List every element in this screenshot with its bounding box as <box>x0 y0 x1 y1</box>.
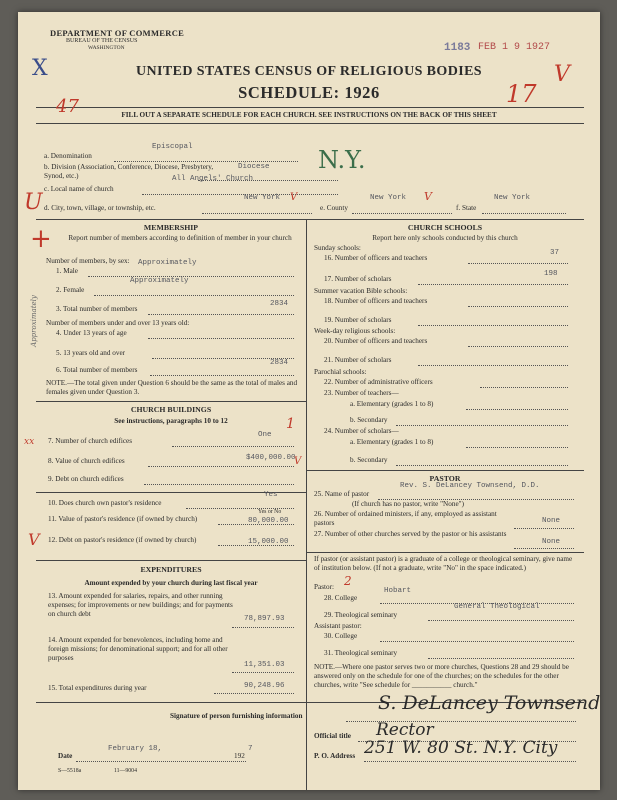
q16-value: 37 <box>550 249 560 257</box>
q27-label-text: 27. Number of other churches served by the pastor or his assistants <box>314 530 507 538</box>
q12-label <box>48 536 218 545</box>
q28-label: 28. College <box>324 594 358 602</box>
q2-value: Approximately <box>130 277 189 285</box>
parochial-label: Parochial schools: <box>314 368 367 376</box>
q23b-label: b. Secondary <box>350 416 388 424</box>
instructions-line: FILL OUT A SEPARATE SCHEDULE FOR EACH CHURCH. SEE INSTRUCTIONS ON THE BACK OF THIS SHEET <box>121 111 497 119</box>
under-over-label: Number of members under and over 13 years old: <box>46 319 190 327</box>
received-stamp-number: 1183 <box>444 42 471 54</box>
department-label: DEPARTMENT OF COMMERCE <box>50 28 185 38</box>
official-title-label: Official title <box>314 732 351 740</box>
signature-value: S. DeLancey Townsend <box>378 692 600 714</box>
q23-label: 23. Number of teachers— <box>324 389 399 397</box>
q24a-label: a. Elementary (grades 1 to 8) <box>350 438 434 446</box>
signature-label: Signature of person furnishing information <box>170 712 303 720</box>
q25-value: Rev. S. DeLancey Townsend, D.D. <box>400 482 540 490</box>
note-17: 17 <box>506 80 537 108</box>
q29-label: 29. Theological seminary <box>324 611 398 619</box>
date-label: Date <box>58 752 73 760</box>
expenditures-heading: EXPENDITURES <box>140 565 202 574</box>
county-check-mark: V <box>424 190 432 203</box>
date-value: February 18, <box>108 745 163 753</box>
bureau-label: BUREAU OF THE CENSUS <box>66 38 138 44</box>
college-note: If pastor (or assistant pastor) is a graduate of a college or theological seminary, give name of institution below. (If not a graduate, write "No" in the space indicated.) <box>314 555 573 572</box>
pastor-mark: 2 <box>344 574 352 588</box>
q27-label <box>314 530 514 539</box>
city-label-field: d. City, town, village, or township, etc. <box>44 204 156 212</box>
q8-check-mark: V <box>294 456 302 467</box>
official-title-value: Rector <box>376 720 434 740</box>
q13-label <box>48 592 236 619</box>
q15-label: 15. Total expenditures during year <box>48 684 147 692</box>
q6-value: 2834 <box>270 359 289 367</box>
buildings-heading: CHURCH BUILDINGS <box>130 405 212 414</box>
address-label: P. O. Address <box>314 752 356 760</box>
margin-u-mark: U <box>24 190 43 215</box>
q15-value: 90,248.96 <box>244 682 285 690</box>
q13-value: 78,897.93 <box>244 615 285 623</box>
q24b-label: b. Secondary <box>350 456 388 464</box>
margin-approx-note: Approximately <box>29 295 38 347</box>
q25-hint: (If church has no pastor, write "None") <box>352 500 464 508</box>
q31-label: 31. Theological seminary <box>324 649 398 657</box>
q11-value: 80,000.00 <box>248 517 289 525</box>
q26-label <box>314 510 510 528</box>
margin-xx-mark: xx <box>24 437 35 447</box>
schedule-title: SCHEDULE: 1926 <box>238 83 380 102</box>
church-name-value: All Angels' Church <box>172 175 254 183</box>
q4-label: 4. Under 13 years of age <box>56 329 127 337</box>
q8-label: 8. Value of church edifices <box>48 457 125 465</box>
expenditures-sub: Amount expended by your church during last fiscal year <box>84 579 258 587</box>
division-label-text: b. Division (Association, Conference, Diocese, Presbytery, Synod, etc.) <box>44 163 214 180</box>
year-suffix: 7 <box>248 745 253 753</box>
county-value: New York <box>370 194 407 202</box>
q7-value: One <box>258 431 272 439</box>
q17-value: 198 <box>544 270 558 278</box>
state-value: New York <box>494 194 531 202</box>
pastor-heading: PASTOR <box>429 474 461 483</box>
q16-label: 16. Number of officers and teachers <box>324 254 428 262</box>
received-stamp-date: FEB 1 9 1927 <box>478 42 551 53</box>
q7-mark: 1 <box>286 416 295 432</box>
q1-label: 1. Male <box>56 267 78 275</box>
assistant-label: Assistant pastor: <box>314 622 362 630</box>
division-value: Diocese <box>238 163 270 171</box>
q24-label: 24. Number of scholars— <box>324 427 399 435</box>
pastor-note: NOTE.—Where one pastor serves two or more churches, Questions 28 and 29 should be answered only on the schedule for one of the churches; on the schedules for the other churches, write "See schedule for ___________ church." <box>314 663 569 689</box>
q20-label: 20. Number of officers and teachers <box>324 337 428 345</box>
q8-value: $400,000.00 <box>246 454 296 462</box>
q29-value: General Theological <box>454 603 540 611</box>
buildings-sub: See instructions, paragraphs 10 to 12 <box>114 417 228 425</box>
q14-value: 11,351.03 <box>244 661 285 669</box>
q23a-label: a. Elementary (grades 1 to 8) <box>350 400 434 408</box>
state-handwritten: N.Y. <box>318 146 366 174</box>
weekday-label: Week-day religious schools: <box>314 327 396 335</box>
margin-plus-mark: + <box>30 224 52 254</box>
q7-label: 7. Number of church edifices <box>48 437 133 445</box>
sunday-label: Sunday schools: <box>314 244 361 252</box>
form-title: UNITED STATES CENSUS OF RELIGIOUS BODIES <box>135 64 482 79</box>
q28-value: Hobart <box>384 587 412 595</box>
state-label: f. State <box>456 204 477 212</box>
q14-label <box>48 636 236 663</box>
church-name-label: c. Local name of church <box>44 185 114 193</box>
q17-label: 17. Number of scholars <box>324 275 392 283</box>
denomination-label: a. Denomination <box>44 152 92 160</box>
q3-label: 3. Total number of members <box>56 305 138 313</box>
q9-label: 9. Debt on church edifices <box>48 475 124 483</box>
q19-label: 19. Number of scholars <box>324 316 392 324</box>
q10-hint: Yes or No <box>258 509 282 515</box>
form-number: S—5518a <box>58 768 82 774</box>
q5-label: 5. 13 years old and over <box>56 349 126 357</box>
q26-value: None <box>542 517 561 525</box>
by-sex-label: Number of members, by sex: <box>46 257 130 265</box>
corner-x-mark: X <box>32 56 48 81</box>
membership-note: NOTE.—The total given under Question 6 should be the same as the total of males and females given under Question 3. <box>46 379 298 396</box>
city-label: WASHINGTON <box>88 45 125 51</box>
county-label: e. County <box>320 204 348 212</box>
q14-label-text: 14. Amount expended for benevolences, including home and foreign missions; for denominational support; and for all other purposes <box>48 636 228 662</box>
year-prefix: 192 <box>234 752 245 760</box>
schools-heading: CHURCH SCHOOLS <box>407 223 483 232</box>
q18-label: 18. Number of officers and teachers <box>324 297 428 305</box>
q10-value: Yes <box>264 491 278 499</box>
summer-label: Summer vacation Bible schools: <box>314 287 408 295</box>
membership-sub: Report number of members according to definition of member in your church <box>68 234 292 242</box>
q3-value: 2834 <box>270 300 289 308</box>
note-47: 47 <box>56 96 79 117</box>
print-number: 11—9004 <box>114 768 137 774</box>
q11-label <box>48 515 218 524</box>
q27-value: None <box>542 538 561 546</box>
q1-value: Approximately <box>138 259 197 267</box>
pastor-sub-label: Pastor: <box>314 583 334 591</box>
q10-label: 10. Does church own pastor's residence <box>48 499 162 507</box>
q12-check-mark: V <box>28 530 40 549</box>
address-value: 251 W. 80 St. N.Y. City <box>364 738 558 758</box>
q6-label: 6. Total number of members <box>56 366 138 374</box>
check-mark-top: V <box>554 62 570 87</box>
schools-sub: Report here only schools conducted by this church <box>372 234 518 242</box>
q13-label-text: 13. Amount expended for salaries, repairs, and other running expenses; for improvements or new buildings; and for payments on church debt <box>48 592 233 618</box>
city-value: New York <box>244 194 281 202</box>
denomination-value: Episcopal <box>152 143 193 151</box>
q12-label-text: 12. Debt on pastor's residence (if owned by church) <box>48 536 197 544</box>
q25-label: 25. Name of pastor <box>314 490 370 498</box>
q12-value: 15,000.00 <box>248 538 289 546</box>
q26-label-text: 26. Number of ordained ministers, if any, employed as assistant pastors <box>314 510 497 527</box>
census-form <box>18 12 600 790</box>
membership-heading: MEMBERSHIP <box>143 223 199 232</box>
q30-label: 30. College <box>324 632 358 640</box>
q11-label-text: 11. Value of pastor's residence (if owned by church) <box>48 515 198 523</box>
city-check-mark: V <box>290 192 298 203</box>
q21-label: 21. Number of scholars <box>324 356 392 364</box>
q22-label: 22. Number of administrative officers <box>324 378 433 386</box>
q2-label: 2. Female <box>56 286 85 294</box>
